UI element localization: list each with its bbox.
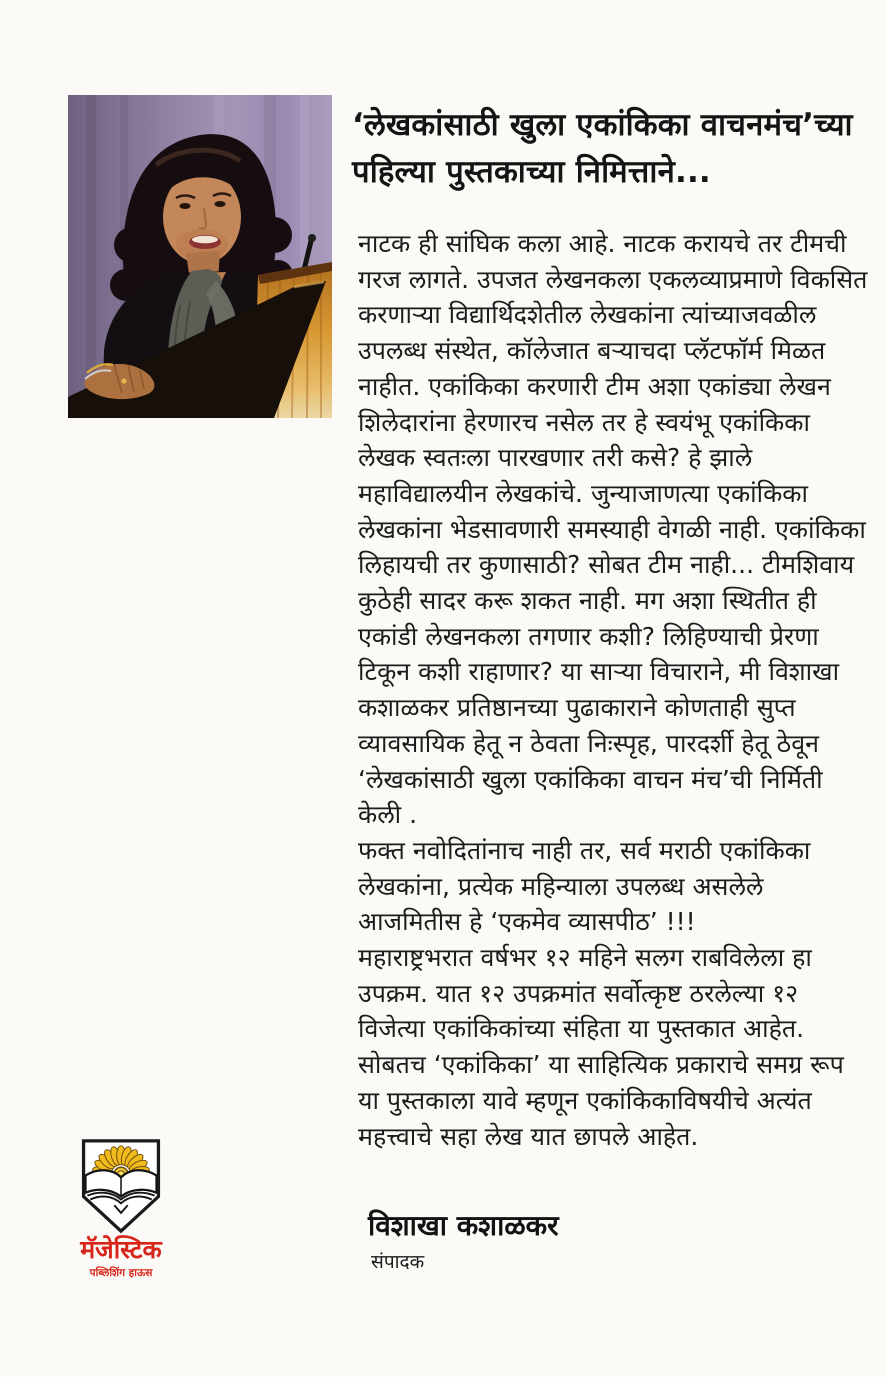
text-line: एकांडी लेखनकला तगणार कशी? लिहिण्याची प्रेरणा [358,621,819,651]
text-line: विजेत्या एकांकिकांच्या संहिता या पुस्तकात आहेत. [358,1014,805,1044]
text-line: उपक्रम. यात १२ उपक्रमांत सर्वोत्कृष्ट ठरलेल्या १२ [358,978,799,1008]
text-line: ‘लेखकांसाठी खुला एकांकिका वाचन मंच’ची निर्मिती [358,764,823,794]
text-line: करणाऱ्या विद्यार्थिदशेतील लेखकांना त्यांच्याजवळील [358,300,817,330]
text-line: लेखक स्वतःला पारखणार तरी कसे? हे झाले [358,443,753,473]
publisher-name: मॅजेस्टिक [80,1235,162,1264]
text-line: टिकून कशी राहाणार? या साऱ्या विचाराने, मी विशाखा [358,657,840,687]
text-line: या पुस्तकाला यावे म्हणून एकांकिकाविषयीचे अत्यंत [358,1085,812,1115]
text-line: लेखकांना, प्रत्येक महिन्याला उपलब्ध असलेले [358,871,764,901]
publisher-logo [56,1136,186,1280]
text-line: केली . [358,800,418,830]
open-book-sunflower-shield-icon [73,1136,169,1236]
publisher-subtitle: पब्लिशिंग हाऊस [89,1267,153,1280]
text-line: आजमितीस हे ‘एकमेव व्यासपीठ’ !!! [358,907,696,937]
text-line: लिहायची तर कुणासाठी? सोबत टीम नाही... टीमशिवाय [358,550,855,580]
text-line: नाटक ही सांघिक कला आहे. नाटक करायचे तर टीमची [358,229,847,258]
headline [352,102,853,196]
body-text [358,226,873,1154]
text-line: कुठेही सादर करू शकत नाही. मग अशा स्थितीत ही [358,586,817,616]
text-line: गरज लागते. उपजत लेखनकला एकलव्याप्रमाणे विकसित [358,264,868,294]
text-line: पहिल्या पुस्तकाच्या निमित्ताने... [352,154,711,190]
text-line: नाहीत. एकांकिका करणारी टीम अशा एकांड्या लेखन [358,371,831,401]
text-line: उपलब्ध संस्थेत, कॉलेजात बऱ्याचदा प्लॅटफॉर्म मिळत [358,336,826,366]
text-line: शिलेदारांना हेरणारच नसेल तर हे स्वयंभू एकांकिका [358,407,810,437]
text-line: कशाळकर प्रतिष्ठानच्या पुढाकाराने कोणताही सुप्त [358,693,796,723]
text-line: सोबतच ‘एकांकिका’ या साहित्यिक प्रकाराचे समग्र रूप [358,1050,844,1080]
text-line: लेखकांना भेडसावणारी समस्याही वेगळी नाही. एकांकिका [358,514,866,544]
text-line: व्यावसायिक हेतू न ठेवता निःस्पृह, पारदर्शी हेतू ठेवून [358,728,819,758]
text-line: महत्त्वाचे सहा लेख यात छापले आहेत. [358,1121,699,1151]
text-line: महाविद्यालयीन लेखकांचे. जुन्याजाणत्या एकांकिका [358,478,808,508]
author-name: विशाखा कशाळकर [368,1209,559,1242]
speaker-portrait [68,95,332,418]
author-role: संपादक [371,1251,425,1273]
text-line: फक्त नवोदितांनाच नाही तर, सर्व मराठी एकांकिका [358,835,811,865]
text-line: महाराष्ट्रभरात वर्षभर १२ महिने सलग राबविलेला हा [358,943,812,973]
speaker-at-podium-photo [68,95,332,418]
text-line: ‘लेखकांसाठी खुला एकांकिका वाचनमंच’च्या [352,107,853,143]
